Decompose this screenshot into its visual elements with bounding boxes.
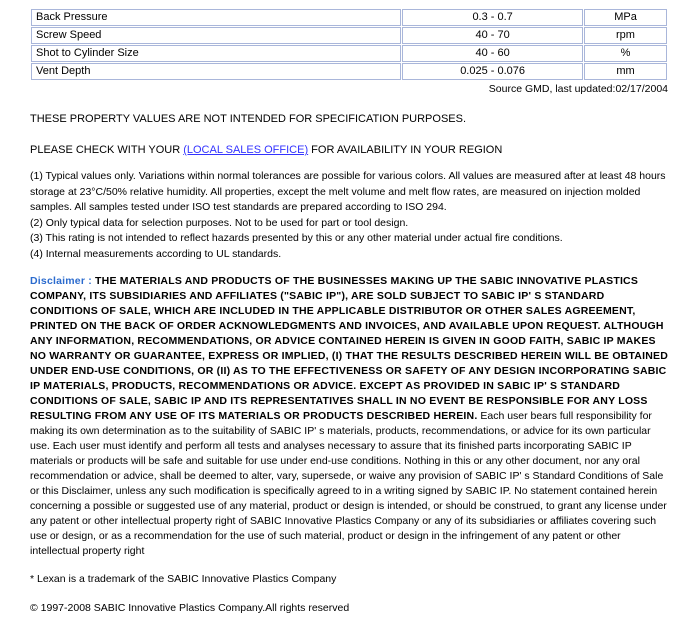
disclaimer-paragraph [30,274,668,559]
property-value-cell: 40 - 60 [402,45,583,62]
table-row [31,45,667,62]
footnote-1: (1) Typical values only. Variations within normal tolerances are possible for various colors. All values are measured after at least 48 hours storage at 23°C/50% relative humidity. All properties, except the melt volume and melt flow rates, are measured on injection molded samples. All samples tested under ISO test standards are prepared according to ISO 294. [30,170,666,213]
property-unit-cell: % [584,45,667,62]
property-name-cell: Vent Depth [31,63,401,80]
table-row [31,63,667,80]
disclaimer-label: Disclaimer : [30,275,96,287]
disclaimer-bold-text: THE MATERIALS AND PRODUCTS OF THE BUSINESSES MAKING UP THE SABIC INNOVATIVE PLASTICS COMPANY, ITS SUBSIDIARIES AND AFFILIATES ("SABIC IP"), ARE SOLD SUBJECT TO SABIC IP' S STANDARD CONDITIONS OF SALE, WHICH ARE INCLUDED IN THE APPLICABLE DISTRIBUTOR OR OTHER SALES AGREEMENT, PRINTED ON THE BACK OF ORDER ACKNOWLEDGMENTS AND INVOICES, AND AVAILABLE UPON REQUEST. ALTHOUGH ANY INFORMATION, RECOMMENDATIONS, OR ADVICE CONTAINED HEREIN IS GIVEN IN GOOD FAITH, SABIC IP MAKES NO WARRANTY OR GUARANTEE, EXPRESS OR IMPLIED, (I) THAT THE RESULTS DESCRIBED HEREIN WILL BE OBTAINED UNDER END-USE CONDITIONS, OR (II) AS TO THE EFFECTIVENESS OR SAFETY OF ANY DESIGN INCORPORATING SABIC IP MATERIALS, PRODUCTS, RECOMMENDATIONS OR ADVICE. EXCEPT AS PROVIDED IN SABIC IP' S STANDARD CONDITIONS OF SALE, SABIC IP AND ITS REPRESENTATIVES SHALL IN NO EVENT BE RESPONSIBLE FOR ANY LOSS RESULTING FROM ANY USE OF ITS MATERIALS OR PRODUCTS DESCRIBED HEREIN. [30,275,668,422]
local-sales-office-link[interactable]: (LOCAL SALES OFFICE) [183,144,309,156]
table-row [31,27,667,44]
spec-purpose-statement: THESE PROPERTY VALUES ARE NOT INTENDED FOR SPECIFICATION PURPOSES. [30,113,467,125]
availability-prefix: PLEASE CHECK WITH YOUR [30,144,184,156]
disclaimer-regular-text: Each user bears full responsibility for making its own determination as to the suitability of SABIC IP' s materials, products, recommendations, or advice for its own particular use. Each user must identify and perform all tests and analyses necessary to assure that its finished parts incorporating SABIC IP materials or products will be safe and suitable for use under end-use conditions. Nothing in this or any other document, nor any oral recommendation or advice, shall be deemed to alter, vary, supersede, or waive any provision of SABIC IP' s Standard Conditions of Sale or this Disclaimer, unless any such modification is specifically agreed to in a writing signed by SABIC IP. No statement contained herein concerning a possible or suggested use of any material, product or design is intended, or should be construed, to grant any license under any patent or other intellectual property right of SABIC Innovative Plastics Company or any of its subsidiaries or affiliates covering such use or design, or as a recommendation for the use of such material, product or design in the infringement of any patent or other intellectual property right [30,410,667,557]
property-unit-cell: rpm [584,27,667,44]
property-name-cell: Back Pressure [31,9,401,26]
property-name-cell: Screw Speed [31,27,401,44]
property-value-cell: 40 - 70 [402,27,583,44]
footnote-3: (3) This rating is not intended to reflect hazards presented by this or any other material under actual fire conditions. [30,232,563,244]
property-unit-cell: MPa [584,9,667,26]
footnote-4: (4) Internal measurements according to UL standards. [30,247,282,260]
property-value-cell: 0.025 - 0.076 [402,63,583,80]
property-value-cell: 0.3 - 0.7 [402,9,583,26]
copyright-line: © 1997-2008 SABIC Innovative Plastics Company.All rights reserved [30,602,350,614]
property-unit-cell: mm [584,63,667,80]
table-row [31,9,667,26]
footnote-2: (2) Only typical data for selection purposes. Not to be used for part or tool design. [30,216,409,229]
availability-suffix: FOR AVAILABILITY IN YOUR REGION [308,144,503,156]
source-note: Source GMD, last updated:02/17/2004 [488,83,668,95]
property-table [30,8,668,81]
availability-statement [30,144,668,156]
property-name-cell: Shot to Cylinder Size [31,45,401,62]
trademark-note: * Lexan is a trademark of the SABIC Innovative Plastics Company [30,573,337,585]
footnotes [30,169,668,262]
